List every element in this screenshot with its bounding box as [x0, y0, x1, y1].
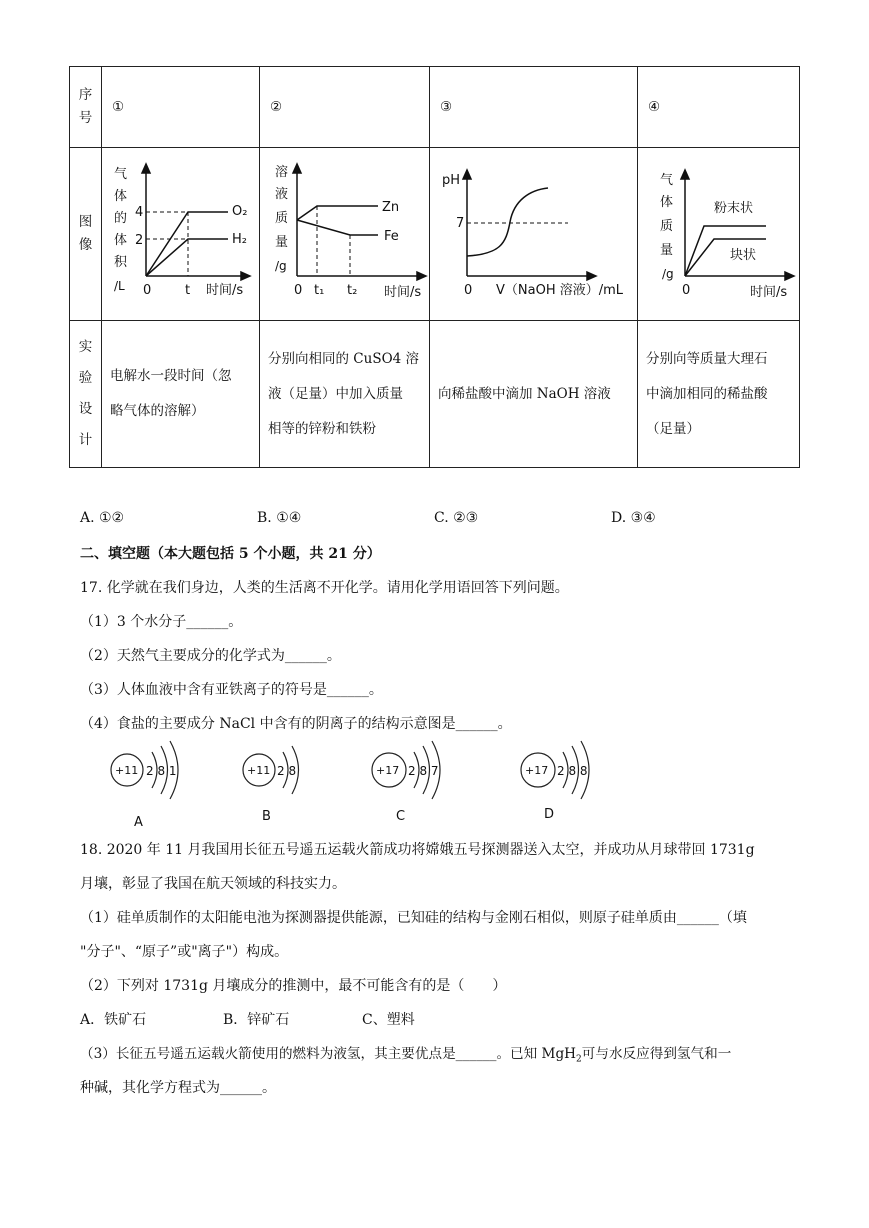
g1-tick4: 4 — [135, 205, 144, 220]
g2-ylabel-4: 量 — [275, 235, 289, 250]
option-d: D. ③④ — [611, 510, 656, 526]
number-3: ③ — [430, 67, 638, 148]
g4-ylabel-2: 体 — [660, 195, 674, 210]
g1-ylabel-3: 的 — [114, 211, 128, 226]
q18-option-b: B．锌矿石 — [223, 1012, 290, 1028]
atom-c-shells: 2 8 7 — [408, 764, 439, 778]
q18-part-1-line-2: "分子"、“原子”或"离子"）构成。 — [80, 944, 289, 960]
atom-b-label: B — [262, 809, 271, 824]
atom-a-charge: +11 — [115, 764, 139, 777]
design-1-line-1: 电解水一段时间（忽 — [110, 368, 232, 384]
g2-zn: Zn — [382, 200, 400, 215]
design-4-line-1: 分别向等质量大理石 — [646, 350, 768, 367]
design-4 — [638, 321, 800, 468]
section-title: 二、填空题（本大题包括 5 个小题，共 21 分） — [80, 546, 381, 562]
design-3 — [430, 321, 638, 468]
atom-a-label: A — [134, 815, 143, 830]
g2-xtick1: t₁ — [314, 283, 325, 298]
graph-1-cell — [102, 148, 260, 321]
g3-origin: 0 — [464, 283, 473, 298]
q17-part-4: （4）食盐的主要成分 NaCl 中含有的阴离子的结构示意图是______。 — [80, 716, 512, 732]
row-header-design — [70, 321, 102, 468]
graph-4-cell — [638, 148, 800, 321]
g4-block: 块状 — [730, 248, 757, 263]
g1-h2: H₂ — [232, 232, 247, 247]
row-header-number — [70, 67, 102, 148]
g4-y-arrow — [681, 170, 689, 179]
q18-option-a: A．铁矿石 — [80, 1012, 147, 1028]
option-b: B. ①④ — [257, 510, 302, 526]
row-header-design-text: 实验设计 — [78, 339, 93, 448]
g4-powder: 粉末状 — [714, 201, 754, 216]
atom-d-charge: +17 — [525, 764, 549, 777]
g4-ylabel-1: 气 — [660, 173, 674, 188]
q17-stem: 17. 化学就在我们身边，人类的生活离不开化学。请用化学用语回答下列问题。 — [80, 580, 569, 596]
g3-ph-curve — [467, 188, 548, 256]
graph-2-cell — [260, 148, 430, 321]
row-header-graph — [70, 148, 102, 321]
design-4-line-2: 中滴加相同的稀盐酸 — [646, 385, 768, 402]
g3-x-arrow — [587, 272, 596, 280]
g1-x-arrow — [241, 272, 250, 280]
number-1: ① — [102, 67, 260, 148]
g1-xlabel: 时间/s — [206, 283, 244, 298]
option-a: A. ①② — [80, 510, 125, 526]
q18-part-3-line-2: 种碱，其化学方程式为______。 — [80, 1080, 276, 1096]
atom-c-label: C — [396, 809, 406, 824]
question-table — [69, 66, 800, 468]
number-2: ② — [260, 67, 430, 148]
row-header-graph-text: 图像 — [78, 214, 93, 253]
g2-yunit: /g — [275, 259, 287, 273]
q18-part-3-text-b: 可与水反应得到氢气和一 — [581, 1046, 732, 1062]
design-2-line-3: 相等的锌粉和铁粉 — [268, 420, 376, 437]
q18-stem-line-2: 月壤，彰显了我国在航天领域的科技实力。 — [80, 876, 346, 892]
g3-ylabel: pH — [442, 173, 461, 188]
g4-yunit: /g — [662, 267, 674, 281]
g3-tick7: 7 — [456, 216, 465, 231]
option-c: C. ②③ — [434, 510, 479, 526]
atom-a-shells: 2 8 1 — [146, 764, 177, 778]
q18-part-3-text-a: （3）长征五号遥五运载火箭使用的燃料为液氢，其主要优点是______。已知 MgH — [80, 1046, 577, 1062]
q18-part-1-line-1: （1）硅单质制作的太阳能电池为探测器提供能源，已知硅的结构与金刚石相似，则原子硅单质由______（填 — [80, 910, 747, 926]
q17-part-3: （3）人体血液中含有亚铁离子的符号是______。 — [80, 682, 383, 698]
g1-xtick: t — [185, 283, 191, 298]
g4-x-arrow — [785, 272, 794, 280]
design-2-line-2: 液（足量）中加入质量 — [268, 385, 403, 402]
graph-3-cell — [430, 148, 638, 321]
design-2-line-1: 分别向相同的 CuSO4 溶 — [268, 350, 420, 367]
design-1 — [102, 321, 260, 468]
g2-ylabel-3: 质 — [275, 211, 289, 226]
atom-d-shells: 2 8 8 — [557, 764, 588, 778]
g2-ylabel-1: 溶 — [275, 165, 289, 180]
q18-part-3-subscript: 2 — [576, 1054, 582, 1065]
g3-xlabel: V（NaOH 溶液）/mL — [496, 283, 624, 298]
q17-part-2: （2）天然气主要成分的化学式为______。 — [80, 648, 341, 664]
graph-4 — [638, 148, 798, 316]
g4-ylabel-4: 量 — [660, 243, 674, 258]
atom-b-charge: +11 — [247, 764, 271, 777]
graph-1 — [102, 148, 258, 316]
atom-d-label: D — [544, 807, 555, 822]
g1-ylabel-1: 气 — [114, 167, 128, 182]
q18-option-c: C、塑料 — [362, 1012, 415, 1028]
g2-xtick2: t₂ — [347, 283, 358, 298]
g2-ylabel-2: 液 — [275, 187, 289, 202]
g1-ylabel-2: 体 — [114, 189, 128, 204]
g4-origin: 0 — [682, 283, 691, 298]
g4-ylabel-3: 质 — [660, 219, 674, 234]
q18-stem-line-1: 18. 2020 年 11 月我国用长征五号遥五运载火箭成功将嫦娥五号探测器送入太空，并成功从月球带回 1731g — [80, 842, 755, 858]
design-3-line-1: 向稀盐酸中滴加 NaOH 溶液 — [438, 385, 611, 402]
number-4: ④ — [638, 67, 800, 148]
g2-y-arrow — [293, 164, 301, 173]
g1-origin: 0 — [143, 283, 152, 298]
g2-fe: Fe — [384, 229, 399, 244]
g1-y-arrow — [142, 164, 150, 173]
g1-ylabel-4: 体 — [114, 233, 128, 248]
g1-o2-line — [146, 212, 228, 276]
row-header-number-text: 序号 — [78, 87, 93, 126]
q17-part-1: （1）3 个水分子______。 — [80, 614, 243, 630]
design-2 — [260, 321, 430, 468]
g3-y-arrow — [463, 170, 471, 179]
atom-b-shells: 2 8 — [277, 764, 297, 778]
graph-3 — [430, 148, 636, 316]
g2-origin: 0 — [294, 283, 303, 298]
g2-xlabel: 时间/s — [384, 285, 422, 300]
q18-part-2: （2）下列对 1731g 月壤成分的推测中，最不可能含有的是（ ） — [80, 978, 507, 994]
graph-2 — [260, 148, 428, 316]
g4-xlabel: 时间/s — [750, 285, 788, 300]
g2-zn-line — [297, 206, 378, 220]
atom-c-charge: +17 — [376, 764, 400, 777]
design-4-line-3: （足量） — [646, 420, 700, 437]
g2-fe-line — [297, 220, 378, 235]
g2-x-arrow — [417, 272, 426, 280]
g1-o2: O₂ — [232, 204, 248, 219]
atom-diagrams — [100, 738, 600, 830]
g1-tick2: 2 — [135, 233, 144, 248]
g1-yunit: /L — [114, 279, 125, 293]
g1-ylabel-5: 积 — [114, 255, 128, 270]
design-1-line-2: 略气体的溶解） — [110, 403, 205, 419]
q18-part-3-line-1 — [80, 1044, 731, 1070]
